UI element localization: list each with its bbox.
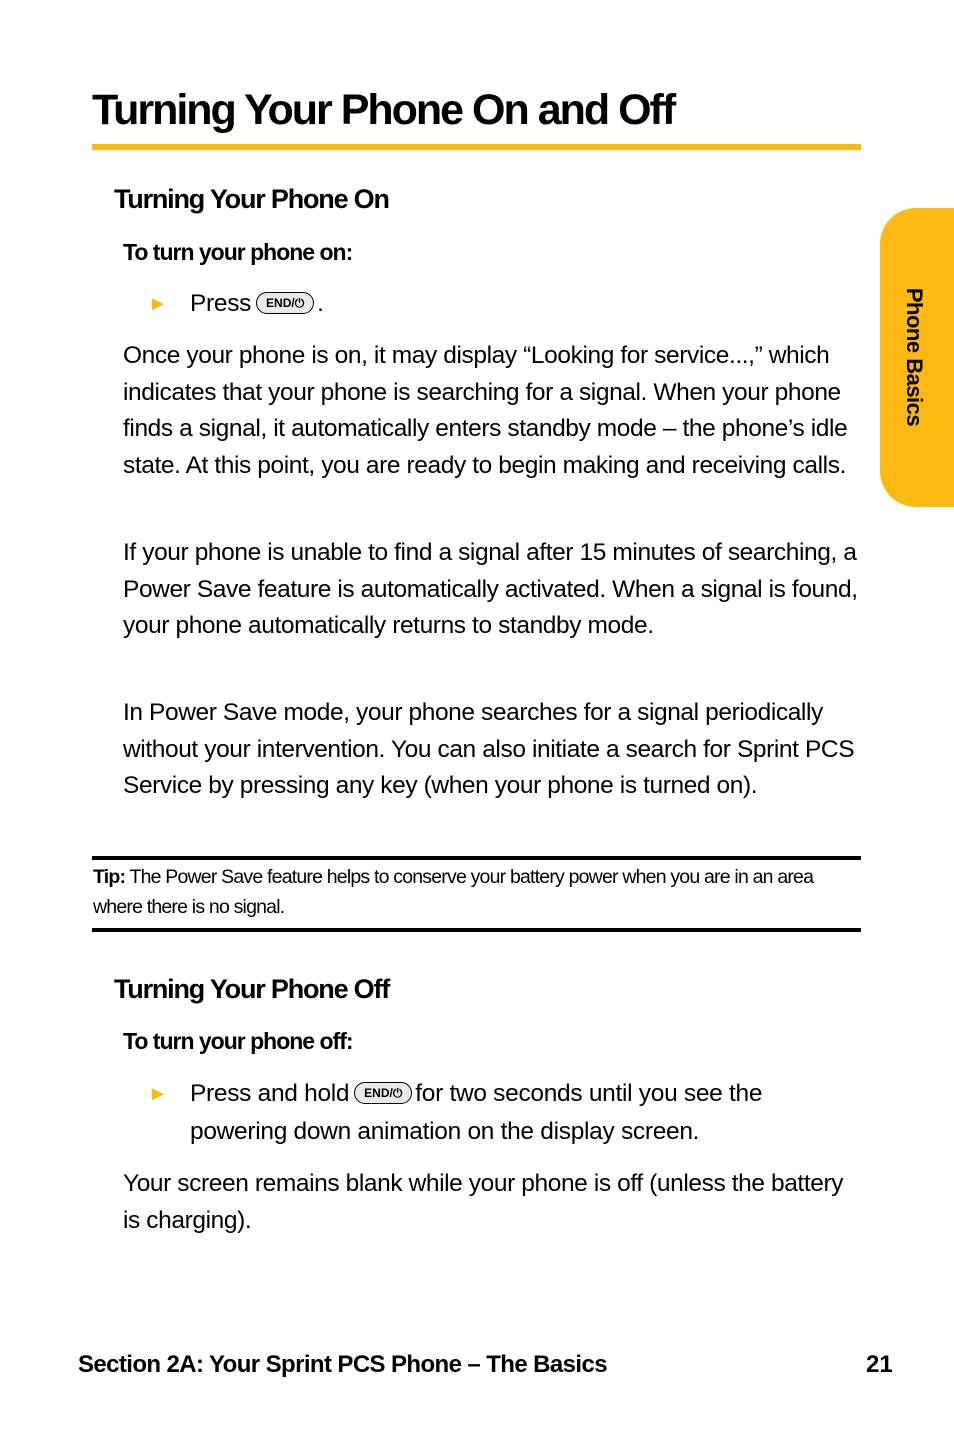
tip-top-rule — [92, 856, 861, 860]
triangle-right-icon: ► — [148, 293, 168, 315]
footer-section-title: Section 2A: Your Sprint PCS Phone – The Basics — [78, 1351, 607, 1378]
tip-label: Tip: — [93, 866, 126, 888]
section-heading-off: Turning Your Phone Off — [114, 974, 390, 1004]
step-text — [190, 285, 848, 323]
step-prefix: Press — [190, 290, 252, 317]
page-number: 21 — [866, 1351, 893, 1378]
end-power-key-icon: END/⏻ — [256, 292, 314, 314]
step-intro-on: To turn your phone on: — [123, 239, 353, 265]
step-prefix: Press and hold — [190, 1080, 350, 1107]
triangle-right-icon: ► — [148, 1083, 168, 1105]
step-suffix: . — [317, 290, 324, 317]
end-power-key-icon: END/⏻ — [354, 1082, 412, 1104]
step-suffix: for two seconds until you see the powering down animation on the display screen. — [190, 1080, 763, 1145]
paragraph-power-save-mode: In Power Save mode, your phone searches for a signal periodically without your intervention. You can also initiate a search for Sprint PCS Service by pressing any key (when your phone is turned on). — [123, 699, 855, 799]
page-title: Turning Your Phone On and Off — [92, 86, 675, 134]
side-tab-label: Phone Basics — [902, 287, 927, 427]
paragraph-power-save-activation: If your phone is unable to find a signal after 15 minutes of searching, a Power Save feature is automatically activated. When a signal is found, your phone automatically returns to standby mode. — [123, 539, 858, 639]
step-intro-off: To turn your phone off: — [123, 1028, 353, 1054]
title-underline — [92, 144, 861, 150]
tip-bottom-rule — [92, 928, 861, 932]
step-text — [190, 1075, 848, 1151]
tip-text: The Power Save feature helps to conserve your battery power when you are in an area where there is no signal. — [93, 866, 814, 918]
paragraph-looking-for-service: Once your phone is on, it may display “Looking for service...,” which indicates that your phone is searching for a signal. When your phone finds a signal, it automatically enters standby mode – the phone’s idle state. At this point, you are ready to begin making and receiving calls. — [123, 342, 848, 479]
step-press-end — [148, 285, 848, 323]
step-press-hold-end — [148, 1075, 848, 1151]
section-heading-on: Turning Your Phone On — [114, 184, 389, 214]
tip-box — [93, 862, 863, 922]
paragraph-screen-blank: Your screen remains blank while your phone is off (unless the battery is charging). — [123, 1170, 844, 1234]
